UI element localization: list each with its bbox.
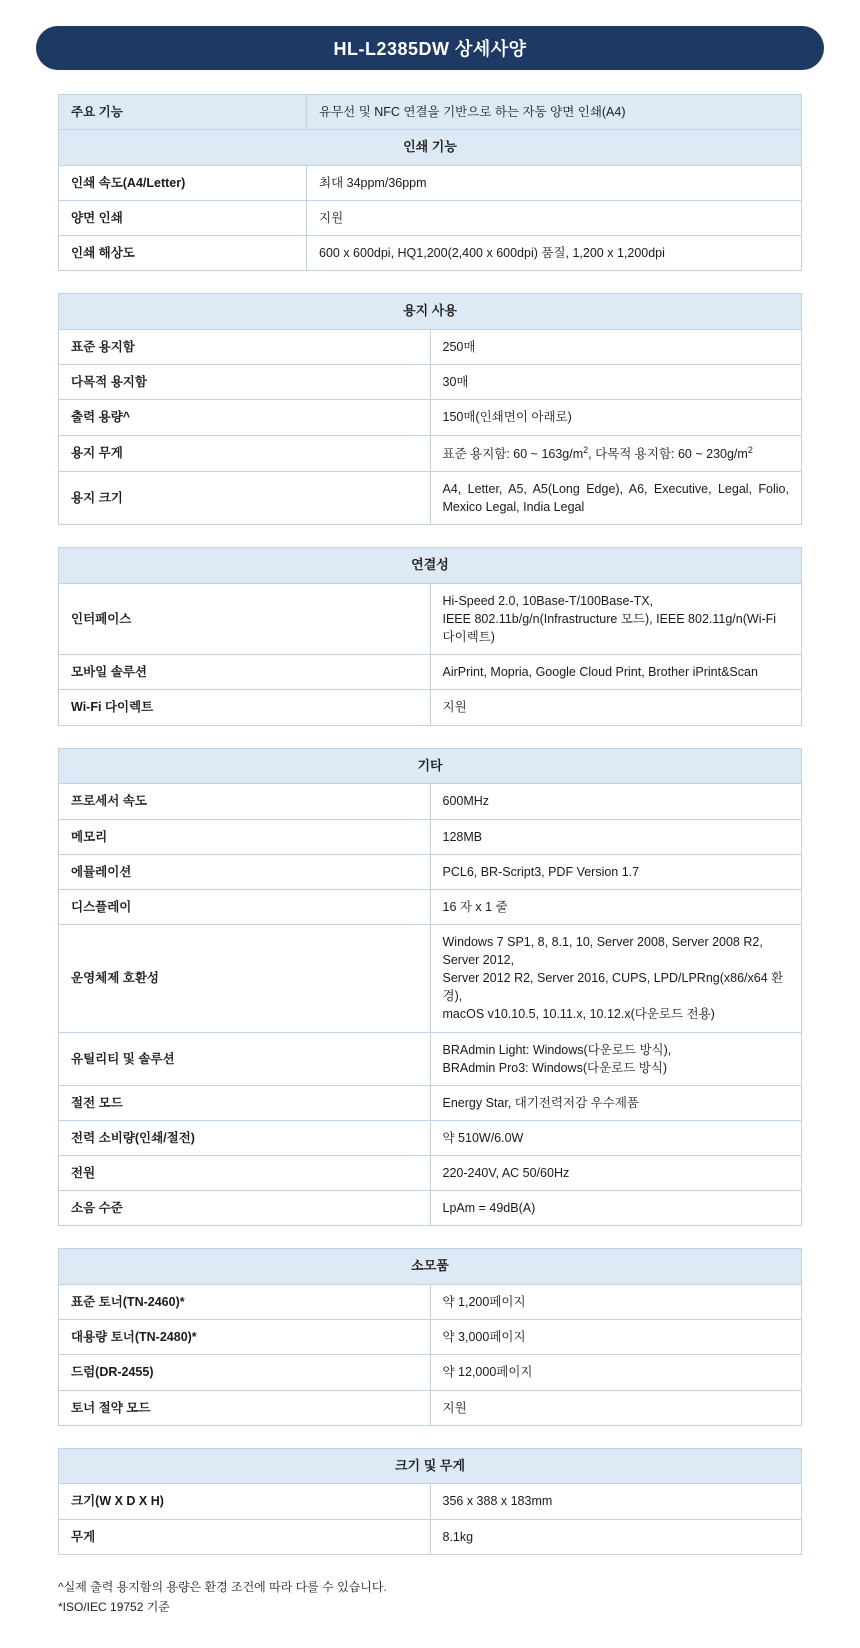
page-title-text: HL-L2385DW 상세사양 <box>333 39 527 59</box>
table-row <box>59 471 802 524</box>
spec-value: 250매 <box>430 330 802 365</box>
spec-label: 인쇄 해상도 <box>59 236 307 271</box>
spec-table-connectivity <box>58 547 802 725</box>
footnote-item: *ISO/IEC 19752 기준 <box>58 1600 170 1615</box>
spec-label: 유틸리티 및 솔루션 <box>59 1032 431 1085</box>
spec-value: Windows 7 SP1, 8, 8.1, 10, Server 2008, Server 2008 R2, Server 2012, Server 2012 R2, Server 2016, CUPS, LPD/LPRng(x86/x64 환경), macOS v10.10.5, 10.11.x, 10.12.x(다운로드 전용) <box>430 924 802 1032</box>
page-title <box>36 26 824 70</box>
table-row <box>59 201 802 236</box>
table-row <box>59 889 802 924</box>
spec-value: BRAdmin Light: Windows(다운로드 방식), BRAdmin Pro3: Windows(다운로드 방식) <box>430 1032 802 1085</box>
table-row <box>59 400 802 435</box>
spec-table-size-weight <box>58 1448 802 1555</box>
footnotes <box>58 1577 802 1618</box>
table-row <box>59 330 802 365</box>
spec-value: 600MHz <box>430 784 802 819</box>
spec-value: 지원 <box>430 690 802 725</box>
spec-label: 주요 기능 <box>59 95 307 130</box>
spec-value: LpAm = 49dB(A) <box>430 1191 802 1226</box>
table-row <box>59 95 802 130</box>
table-row <box>59 1156 802 1191</box>
spec-value: Hi-Speed 2.0, 10Base-T/100Base-TX, IEEE 802.11b/g/n(Infrastructure 모드), IEEE 802.11g/n(Wi-Fi 다이렉트) <box>430 583 802 654</box>
spec-table-paper-handling <box>58 293 802 525</box>
spec-value: 30매 <box>430 365 802 400</box>
spec-tables-container <box>58 94 802 1555</box>
spec-label: 전원 <box>59 1156 431 1191</box>
table-row <box>59 583 802 654</box>
spec-label: 용지 무게 <box>59 435 431 471</box>
spec-label: 토너 절약 모드 <box>59 1390 431 1425</box>
table-row <box>59 655 802 690</box>
footnote-item: ^실제 출력 용지함의 용량은 환경 조건에 따라 다를 수 있습니다. <box>58 1579 387 1594</box>
section-header-row <box>59 130 802 166</box>
section-header-label: 연결성 <box>59 548 802 584</box>
spec-label: 양면 인쇄 <box>59 201 307 236</box>
spec-value: Energy Star, 대기전력저감 우수제품 <box>430 1085 802 1120</box>
table-row <box>59 690 802 725</box>
spec-label: 표준 토너(TN-2460)* <box>59 1285 431 1320</box>
table-row <box>59 1355 802 1390</box>
spec-label: 무게 <box>59 1519 431 1554</box>
spec-value: 220-240V, AC 50/60Hz <box>430 1156 802 1191</box>
spec-label: 크기(W X D X H) <box>59 1484 431 1519</box>
section-header-label: 용지 사용 <box>59 294 802 330</box>
section-header-row <box>59 1249 802 1285</box>
spec-label: 에뮬레이션 <box>59 854 431 889</box>
spec-table-main-features <box>58 94 802 271</box>
table-row <box>59 1519 802 1554</box>
table-row <box>59 1390 802 1425</box>
spec-value: 최대 34ppm/36ppm <box>307 165 802 200</box>
spec-value: 8.1kg <box>430 1519 802 1554</box>
table-row <box>59 1191 802 1226</box>
spec-label: 모바일 솔루션 <box>59 655 431 690</box>
table-row <box>59 819 802 854</box>
spec-label: 드럼(DR-2455) <box>59 1355 431 1390</box>
spec-value: 지원 <box>430 1390 802 1425</box>
table-row <box>59 924 802 1032</box>
spec-value: AirPrint, Mopria, Google Cloud Print, Brother iPrint&Scan <box>430 655 802 690</box>
spec-label: 디스플레이 <box>59 889 431 924</box>
spec-value: PCL6, BR-Script3, PDF Version 1.7 <box>430 854 802 889</box>
spec-table-others <box>58 748 802 1227</box>
table-row <box>59 1120 802 1155</box>
spec-value: 600 x 600dpi, HQ1,200(2,400 x 600dpi) 품질, 1,200 x 1,200dpi <box>307 236 802 271</box>
spec-label: 절전 모드 <box>59 1085 431 1120</box>
spec-value: 약 1,200페이지 <box>430 1285 802 1320</box>
spec-label: 소음 수준 <box>59 1191 431 1226</box>
spec-label: 용지 크기 <box>59 471 431 524</box>
section-header-row <box>59 1448 802 1484</box>
table-row <box>59 1484 802 1519</box>
spec-table-consumables <box>58 1248 802 1425</box>
table-row <box>59 165 802 200</box>
section-header-label: 인쇄 기능 <box>59 130 802 166</box>
section-header-label: 기타 <box>59 748 802 784</box>
table-row <box>59 236 802 271</box>
spec-label: 대용량 토너(TN-2480)* <box>59 1320 431 1355</box>
spec-label: 전력 소비량(인쇄/절전) <box>59 1120 431 1155</box>
table-row <box>59 1285 802 1320</box>
spec-value: 표준 용지함: 60 ~ $163g/m^2$, 다목적 용지함: 60 ~ $230g/m^2$ <box>430 435 802 471</box>
spec-label: Wi-Fi 다이렉트 <box>59 690 431 725</box>
spec-value: 16 자 x 1 줄 <box>430 889 802 924</box>
spec-value: A4, Letter, A5, A5(Long Edge), A6, Executive, Legal, Folio, Mexico Legal, India Legal <box>430 471 802 524</box>
section-header-label: 크기 및 무게 <box>59 1448 802 1484</box>
spec-label: 다목적 용지함 <box>59 365 431 400</box>
spec-value: 128MB <box>430 819 802 854</box>
spec-value: 약 510W/6.0W <box>430 1120 802 1155</box>
spec-label: 인쇄 속도(A4/Letter) <box>59 165 307 200</box>
table-row <box>59 365 802 400</box>
spec-label: 출력 용량^ <box>59 400 431 435</box>
spec-label: 프로세서 속도 <box>59 784 431 819</box>
spec-sheet-page <box>0 26 860 1648</box>
section-header-row <box>59 548 802 584</box>
spec-label: 인터페이스 <box>59 583 431 654</box>
spec-value: 356 x 388 x 183mm <box>430 1484 802 1519</box>
section-header-label: 소모품 <box>59 1249 802 1285</box>
section-header-row <box>59 294 802 330</box>
table-row <box>59 784 802 819</box>
spec-label: 표준 용지함 <box>59 330 431 365</box>
spec-value: 지원 <box>307 201 802 236</box>
table-row <box>59 1085 802 1120</box>
table-row <box>59 854 802 889</box>
spec-label: 메모리 <box>59 819 431 854</box>
spec-value: 약 3,000페이지 <box>430 1320 802 1355</box>
section-header-row <box>59 748 802 784</box>
spec-value: 유무선 및 NFC 연결을 기반으로 하는 자동 양면 인쇄(A4) <box>307 95 802 130</box>
table-row <box>59 1032 802 1085</box>
spec-value: 약 12,000페이지 <box>430 1355 802 1390</box>
spec-value: 150매(인쇄면이 아래로) <box>430 400 802 435</box>
spec-label: 운영체제 호환성 <box>59 924 431 1032</box>
table-row <box>59 1320 802 1355</box>
table-row <box>59 435 802 471</box>
